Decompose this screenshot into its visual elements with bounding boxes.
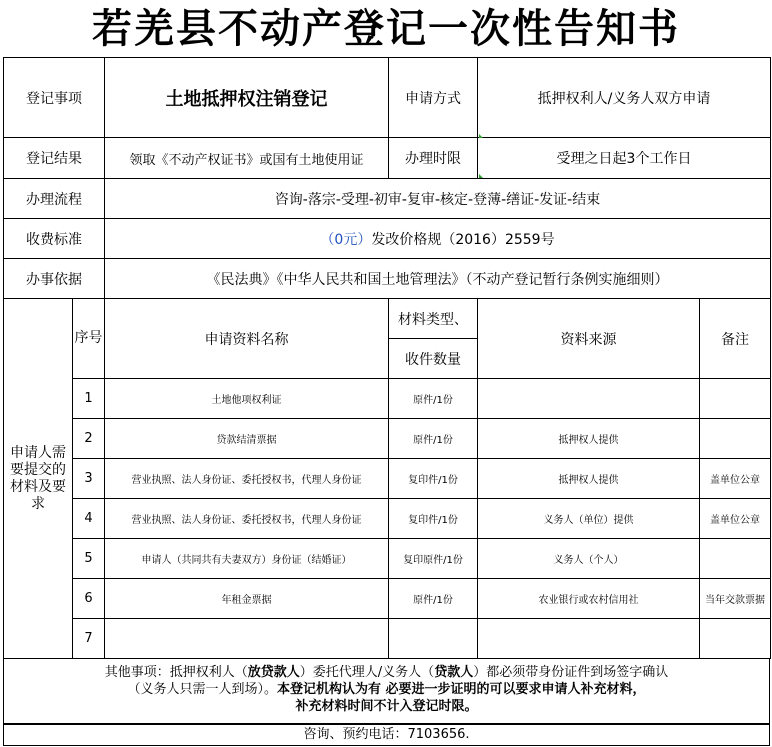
item-remark	[700, 539, 771, 579]
item-remark	[700, 619, 771, 659]
fee-value	[105, 219, 771, 259]
notes-emphasis: 贷款人	[434, 665, 474, 680]
fee-document: 发改价格规（2016）2559号	[371, 231, 555, 248]
table-row	[4, 459, 771, 499]
materials-header-row	[4, 299, 771, 339]
item-type: 原件/1份	[389, 419, 478, 459]
notes-line-3	[4, 698, 769, 715]
row-registration-result	[4, 138, 771, 179]
item-name: 土地他项权利证	[105, 379, 389, 419]
registration-result-label: 登记结果	[4, 138, 105, 179]
item-type: 原件/1份	[389, 579, 478, 619]
item-seq: 2	[73, 419, 105, 459]
item-seq: 6	[73, 579, 105, 619]
table-row	[4, 499, 771, 539]
row-process	[4, 179, 771, 219]
item-remark: 当年交款票据	[700, 579, 771, 619]
item-name: 申请人（共同共有夫妻双方）身份证（结婚证）	[105, 539, 389, 579]
item-remark	[700, 379, 771, 419]
item-name: 营业执照、法人身份证、委托授权书，代理人身份证	[105, 499, 389, 539]
item-name: 营业执照、法人身份证、委托授权书，代理人身份证	[105, 459, 389, 499]
materials-section-label: 申请人需要提交的材料及要求	[4, 299, 73, 659]
process-label: 办理流程	[4, 179, 105, 219]
type-header-line2: 收件数量	[389, 339, 478, 379]
cell-marker-icon	[479, 134, 483, 138]
registration-item-label: 登记事项	[4, 58, 105, 138]
other-matters-notes	[3, 658, 770, 724]
item-remark: 盖单位公章	[700, 499, 771, 539]
item-source: 义务人（个人）	[478, 539, 700, 579]
fee-label: 收费标准	[4, 219, 105, 259]
registration-item-value: 土地抵押权注销登记	[105, 58, 389, 138]
table-row	[4, 379, 771, 419]
notes-emphasis: 本登记机构认为有 必要进一步证明的可以要求申请人补充材料，	[276, 682, 646, 697]
notes-line-1	[4, 664, 769, 681]
time-limit-value: 受理之日起3个工作日	[478, 138, 771, 179]
fee-amount: （0元）	[320, 231, 372, 248]
row-fee	[4, 219, 771, 259]
table-row	[4, 539, 771, 579]
notes-emphasis: 放贷款人	[247, 665, 300, 680]
item-source: 农业银行或农村信用社	[478, 579, 700, 619]
seq-header: 序号	[73, 299, 105, 379]
item-seq: 7	[73, 619, 105, 659]
time-limit-label: 办理时限	[389, 138, 478, 179]
item-seq: 4	[73, 499, 105, 539]
item-source	[478, 379, 700, 419]
type-header-line1: 材料类型、	[389, 299, 478, 339]
item-name	[105, 619, 389, 659]
application-method-value: 抵押权利人/义务人双方申请	[478, 58, 771, 138]
item-source: 抵押权人提供	[478, 419, 700, 459]
notes-text: ）都必须带身份证件到场签字确认	[473, 665, 669, 680]
table-row	[4, 579, 771, 619]
notes-emphasis: 补充材料时间不计入登记时限。	[295, 699, 478, 714]
item-name: 贷款结清票据	[105, 419, 389, 459]
item-type: 复印件/1份	[389, 499, 478, 539]
item-remark	[700, 419, 771, 459]
page-title: 若羌县不动产登记一次性告知书	[92, 5, 680, 52]
item-type: 复印件/1份	[389, 459, 478, 499]
process-value: 咨询-落宗-受理-初审-复审-核定-登薄-缮证-发证-结束	[105, 179, 771, 219]
item-type	[389, 619, 478, 659]
item-source: 义务人（单位）提供	[478, 499, 700, 539]
application-method-label: 申请方式	[389, 58, 478, 138]
item-seq: 1	[73, 379, 105, 419]
item-type: 复印原件/1份	[389, 539, 478, 579]
basis-label: 办事依据	[4, 259, 105, 299]
item-name: 年租金票据	[105, 579, 389, 619]
item-source: 抵押权人提供	[478, 459, 700, 499]
source-header: 资料来源	[478, 299, 700, 379]
row-basis	[4, 259, 771, 299]
name-header: 申请资料名称	[105, 299, 389, 379]
row-registration-item	[4, 58, 771, 138]
basis-value: 《民法典》《中华人民共和国土地管理法》（不动产登记暂行条例实施细则）	[105, 259, 771, 299]
registration-result-value: 领取《不动产权证书》或国有土地使用证	[105, 138, 389, 179]
item-type: 原件/1份	[389, 379, 478, 419]
notes-text: 其他事项：抵押权利人（	[104, 665, 248, 680]
item-seq: 3	[73, 459, 105, 499]
remark-header: 备注	[700, 299, 771, 379]
contact-footer: 咨询、预约电话：7103656.	[3, 724, 770, 746]
notes-text: （义务人只需一人到场）。	[127, 682, 277, 697]
item-source	[478, 619, 700, 659]
item-seq: 5	[73, 539, 105, 579]
table-row	[4, 619, 771, 659]
notes-text: ）委托代理人/义务人（	[299, 665, 435, 680]
notes-line-2	[4, 681, 769, 698]
cell-marker-icon	[479, 174, 483, 178]
item-remark: 盖单位公章	[700, 459, 771, 499]
table-row	[4, 419, 771, 459]
notice-form-table	[3, 57, 771, 659]
